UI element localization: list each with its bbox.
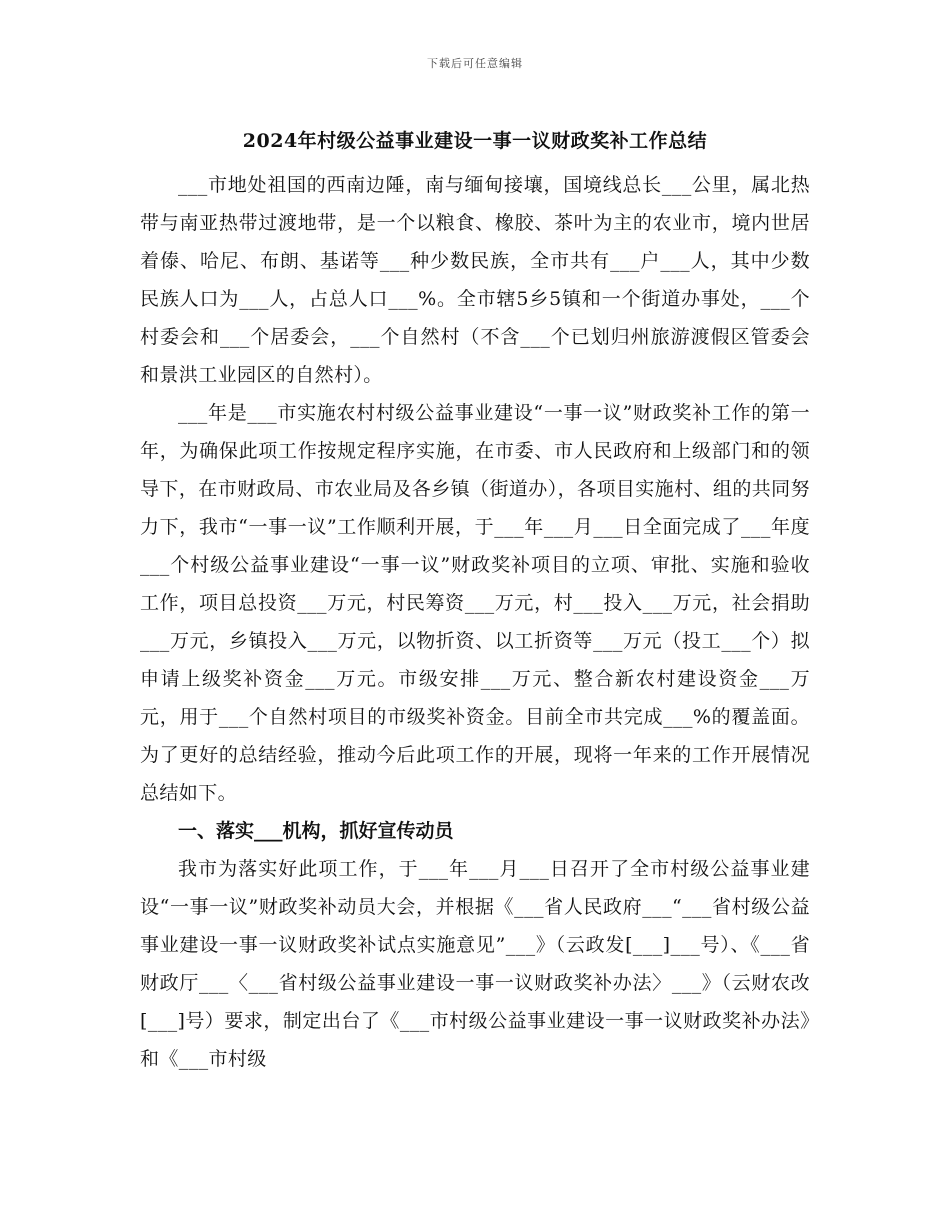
section-heading: 一、落实___机构，抓好宣传动员 (178, 820, 454, 842)
header-note: 下载后可任意编辑 (427, 57, 523, 70)
page-title: 2024年村级公益事业建设一事一议财政奖补工作总结 (242, 130, 708, 152)
paragraph-overview: ___年是___市实施农村村级公益事业建设“一事一议”财政奖补工作的第一年，为确保此项工作按规定程序实施，在市委、市人民政府和上级部门和的领导下，在市财政局、市农业局及各乡镇（街道办），各项目实施村、组的共同努力下，我市“一事一议”工作顺利开展，于___年___月___日全面完成了___年度___个村级公益事业建设“一事一议”财政奖补项目的立项、审批、实施和验收工作，项目总投资___万元，村民筹资___万元，村___投入___万元，社会捐助___万元，乡镇投入___万元，以物折资、以工折资等___万元（投工___个）拟申请上级奖补资金___万元。市级安排___万元、整合新农村建设资金___万元，用于___个自然村项目的市级奖补资金。目前全市共完成___%的覆盖面。为了更好的总结经验，推动今后此项工作的开展，现将一年来的工作开展情况总结如下。 (140, 402, 810, 804)
paragraph-section-1: 我市为落实好此项工作，于___年___月___日召开了全市村级公益事业建设“一事一议”财政奖补动员大会，并根据《___省人民政府___“___省村级公益事业建设一事一议财政奖补试点实施意见”___》（云政发[___]___号）、《___省财政厅___〈___省村级公益事业建设一事一议财政奖补办法〉___》（云财农改[___]号）要求，制定出台了《___市村级公益事业建设一事一议财政奖补办法》和《___市村级 (140, 858, 810, 1070)
paragraph-intro: ___市地处祖国的西南边陲，南与缅甸接壤，国境线总长___公里，属北热带与南亚热带过渡地带，是一个以粮食、橡胶、茶叶为主的农业市，境内世居着傣、哈尼、布朗、基诺等___种少数民族，全市共有___户___人，其中少数民族人口为___人，占总人口___%。全市辖5乡5镇和一个街道办事处，___个村委会和___个居委会，___个自然村（不含___个已划归州旅游渡假区管委会和景洪工业园区的自然村）。 (140, 174, 810, 386)
document-body (140, 166, 810, 1078)
